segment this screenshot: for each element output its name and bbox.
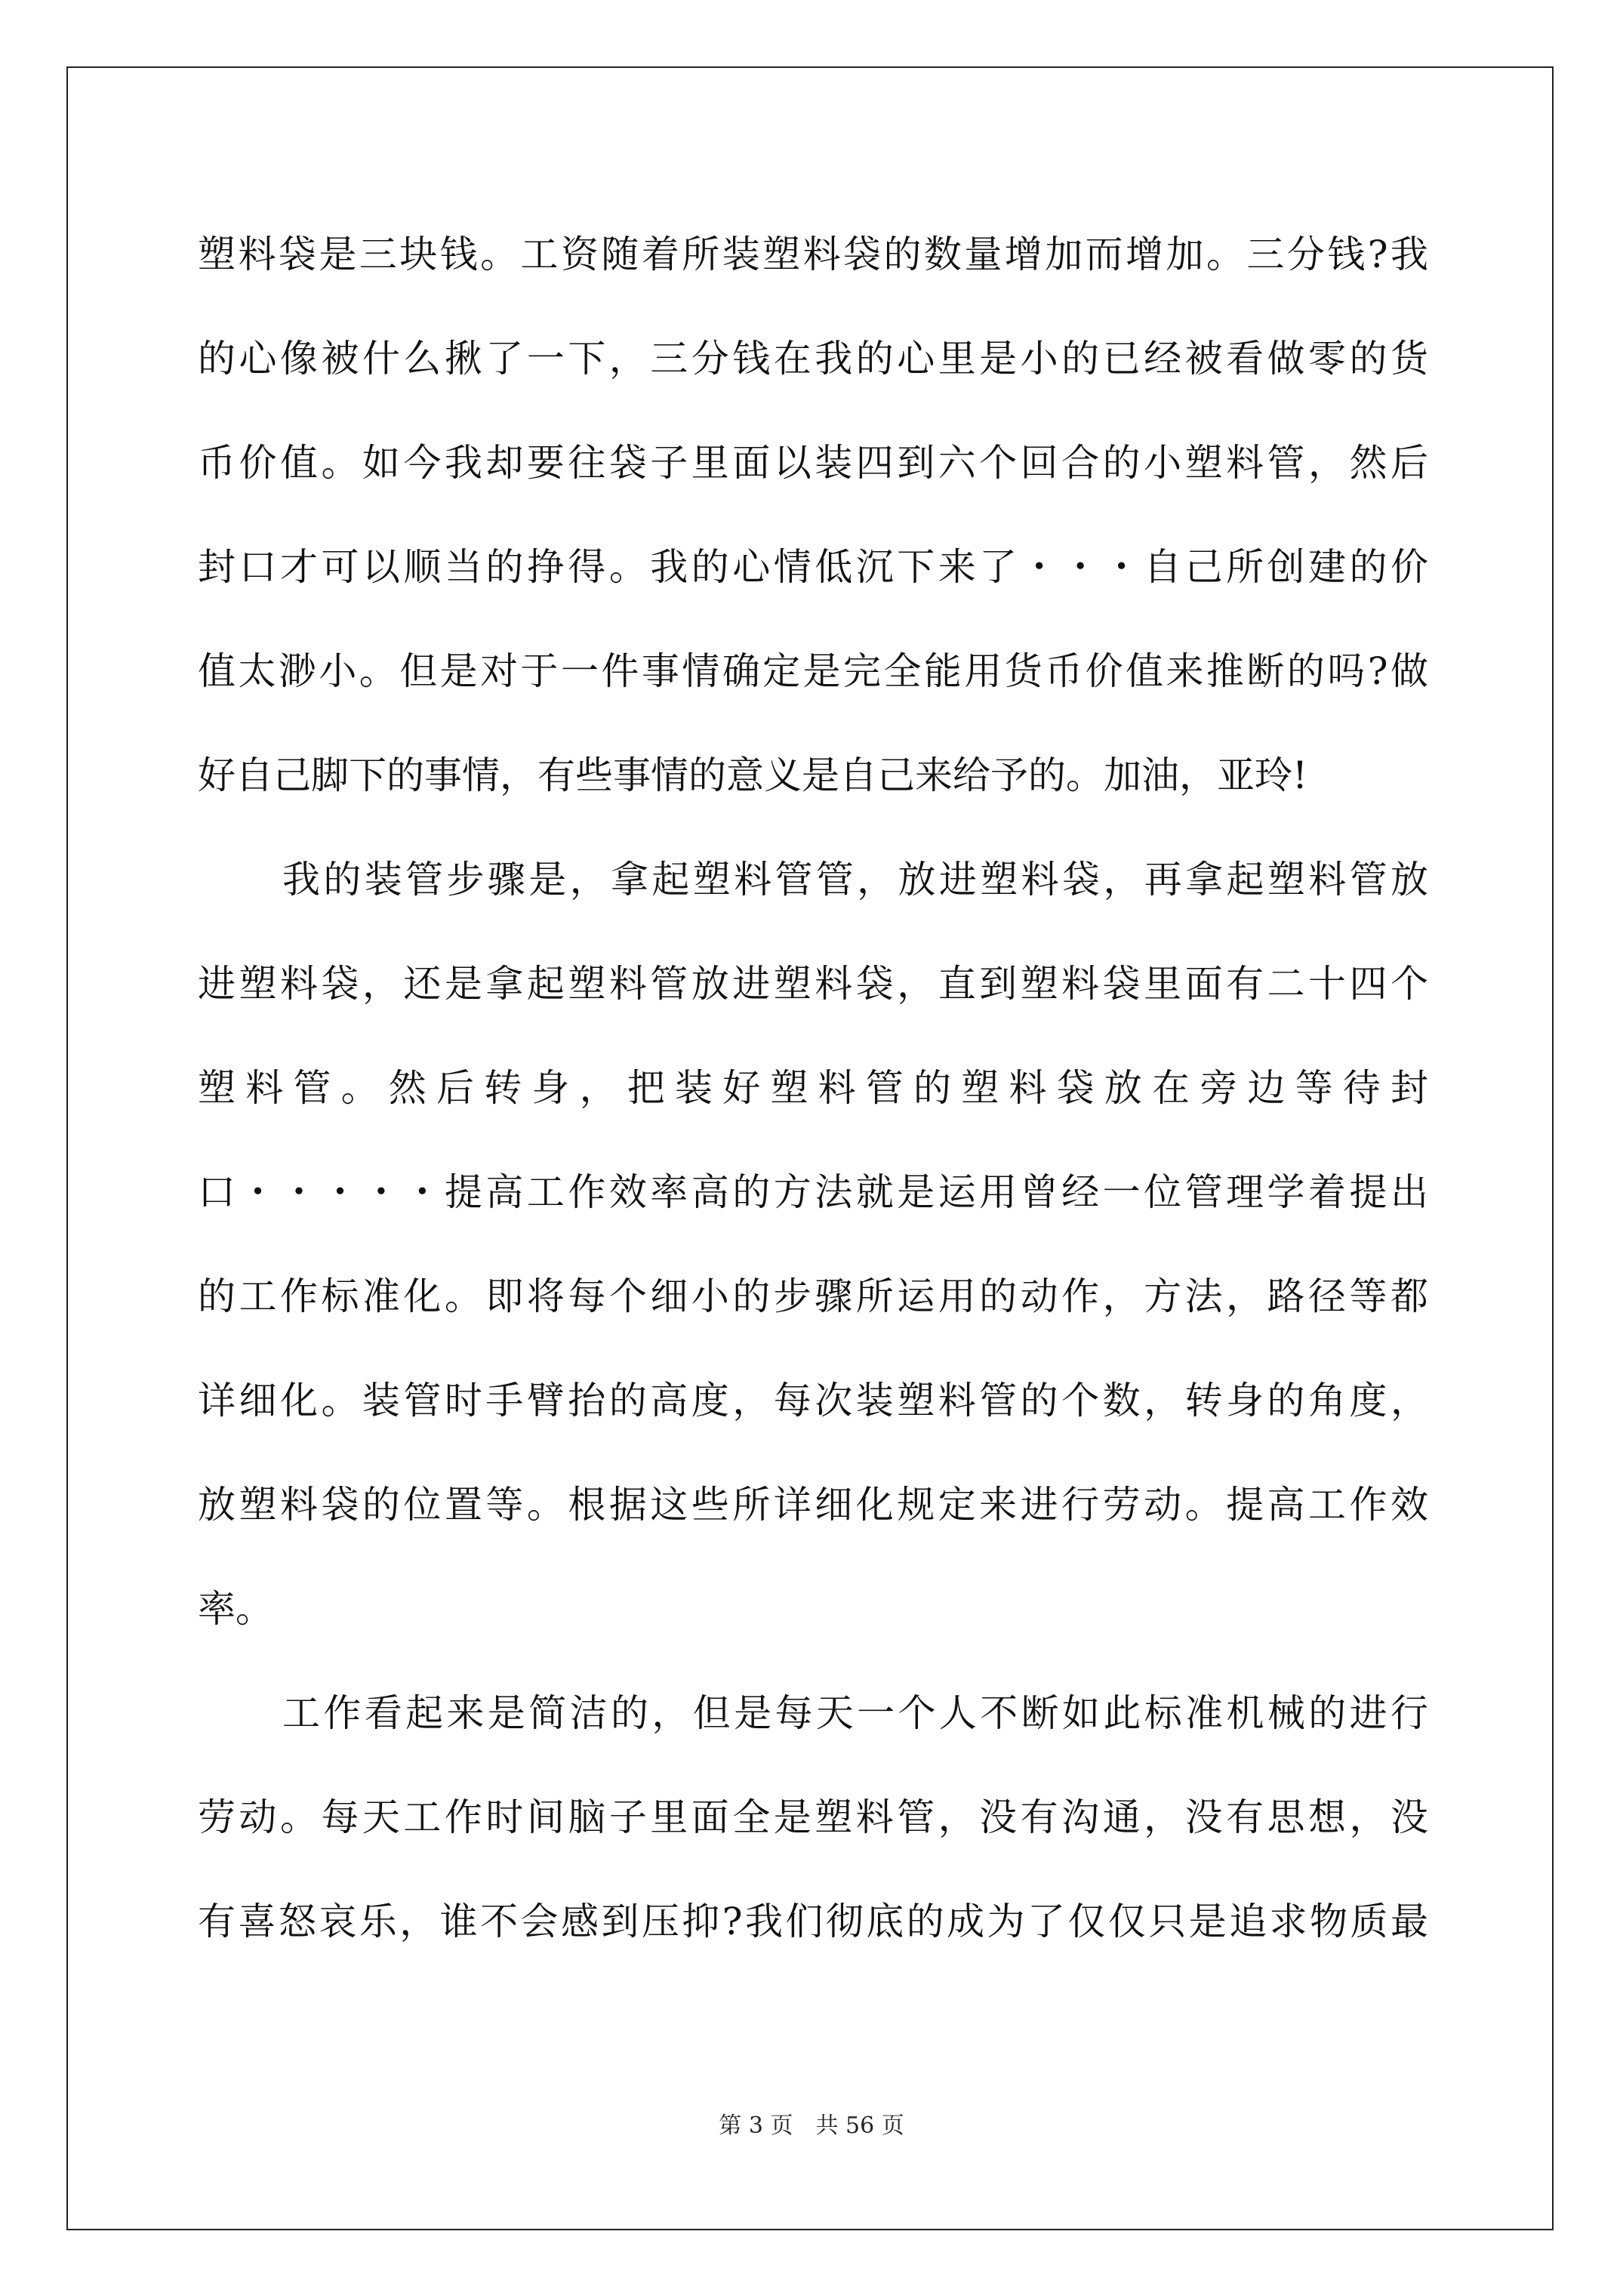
text-line: 率。 [198, 1587, 273, 1631]
text-line: 劳动。每天工作时间脑子里面全是塑料管，没有沟通，没有思想，没 [198, 1795, 1428, 1839]
text-line: 封口才可以顺当的挣得。我的心情低沉下来了・・・自己所创建的价 [198, 545, 1428, 589]
paragraph-1 [198, 202, 1428, 827]
text-line: 的心像被什么揪了一下，三分钱在我的心里是小的已经被看做零的货 [198, 337, 1428, 381]
text-line: 我的装管步骤是，拿起塑料管管，放进塑料袋，再拿起塑料管放 [282, 858, 1428, 901]
text-line: 详细化。装管时手臂抬的高度，每次装塑料管的个数，转身的角度， [198, 1379, 1428, 1422]
paragraph-2 [198, 827, 1428, 1661]
text-line: 塑料管。然后转身，把装好塑料管的塑料袋放在旁边等待封 [198, 1066, 1428, 1110]
paragraph-3 [198, 1661, 1428, 1974]
text-line: 好自己脚下的事情，有些事情的意义是自己来给予的。加油，亚玲! [198, 754, 1308, 797]
text-line: 塑料袋是三块钱。工资随着所装塑料袋的数量增加而增加。三分钱?我 [198, 233, 1428, 276]
text-line: 进塑料袋，还是拿起塑料管放进塑料袋，直到塑料袋里面有二十四个 [198, 962, 1428, 1006]
document-body [198, 202, 1428, 1974]
page-number-footer: 第 3 页 共 56 页 [719, 2113, 904, 2139]
text-line: 放塑料袋的位置等。根据这些所详细化规定来进行劳动。提高工作效 [198, 1483, 1428, 1527]
text-line: 口・・・・・提高工作效率高的方法就是运用曾经一位管理学着提出 [198, 1170, 1428, 1214]
text-line: 币价值。如今我却要往袋子里面以装四到六个回合的小塑料管，然后 [198, 441, 1428, 485]
text-line: 值太渺小。但是对于一件事情确定是完全能用货币价值来推断的吗?做 [198, 649, 1428, 693]
text-line: 有喜怒哀乐，谁不会感到压抑?我们彻底的成为了仅仅只是追求物质最 [198, 1900, 1428, 1943]
text-line: 的工作标准化。即将每个细小的步骤所运用的动作，方法，路径等都 [198, 1274, 1428, 1318]
text-line: 工作看起来是简洁的，但是每天一个人不断如此标准机械的进行 [282, 1691, 1428, 1735]
